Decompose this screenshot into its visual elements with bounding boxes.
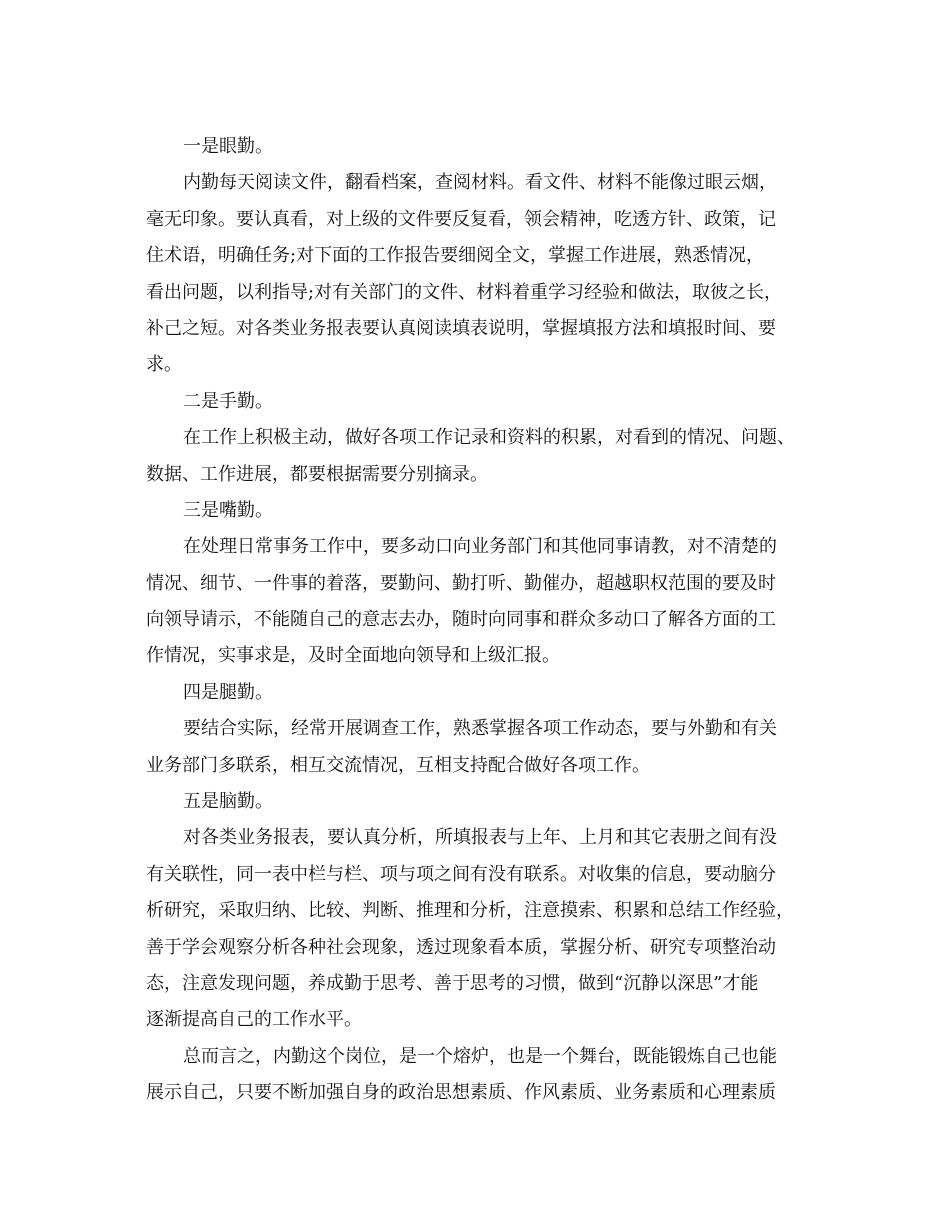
paragraph-line: 对各类业务报表，要认真分析，所填报表与上年、上月和其它表册之间有没 (183, 827, 777, 849)
paragraph-line: 总而言之，内勤这个岗位，是一个熔炉，也是一个舞台，既能锻炼自己也能 (183, 1045, 777, 1067)
paragraph-line: 求。 (146, 354, 182, 376)
heading-brain-diligence: 五是脑勤。 (183, 791, 273, 813)
paragraph-line: 业务部门多联系，相互交流情况，互相支持配合做好各项工作。 (146, 754, 650, 776)
heading-mouth-diligence: 三是嘴勤。 (183, 499, 273, 521)
paragraph-line: 补己之短。对各类业务报表要认真阅读填表说明，掌握填报方法和填报时间、要 (146, 317, 776, 339)
paragraph-line: 要结合实际，经常开展调查工作，熟悉掌握各项工作动态，要与外勤和有关 (183, 718, 777, 740)
paragraph-line: 有关联性，同一表中栏与栏、项与项之间有没有联系。对收集的信息，要动脑分 (146, 863, 776, 885)
paragraph-line: 数据、工作进展，都要根据需要分别摘录。 (146, 463, 488, 485)
paragraph-line: 态，注意发现问题，养成勤于思考、善于思考的习惯，做到“沉静以深思”才能 (146, 972, 759, 994)
paragraph-line: 展示自己，只要不断加强自身的政治思想素质、作风素质、业务素质和心理素质 (146, 1082, 776, 1104)
paragraph-line: 在处理日常事务工作中，要多动口向业务部门和其他同事请教，对不清楚的 (183, 536, 777, 558)
document-body (146, 129, 811, 1112)
paragraph-line: 作情况，实事求是，及时全面地向领导和上级汇报。 (146, 645, 560, 667)
paragraph-line: 善于学会观察分析各种社会现象，透过现象看本质，掌握分析、研究专项整治动 (146, 936, 776, 958)
paragraph-line: 看出问题，以利指导;对有关部门的文件、材料着重学习经验和做法，取彼之长， (146, 281, 783, 303)
paragraph-line: 内勤每天阅读文件，翻看档案，查阅材料。看文件、材料不能像过眼云烟， (183, 172, 777, 194)
paragraph-line: 在工作上积极主动，做好各项工作记录和资料的积累，对看到的情况、问题、 (183, 427, 795, 449)
paragraph-line: 析研究，采取归纳、比较、判断、推理和分析，注意摸索、积累和总结工作经验， (146, 900, 794, 922)
paragraph-line: 毫无印象。要认真看，对上级的文件要反复看，领会精神，吃透方针、政策，记 (146, 208, 776, 230)
paragraph-line: 情况、细节、一件事的着落，要勤问、勤打听、勤催办，超越职权范围的要及时 (146, 572, 776, 594)
heading-eye-diligence: 一是眼勤。 (183, 136, 273, 157)
heading-hand-diligence: 二是手勤。 (183, 390, 273, 412)
paragraph-line: 向领导请示，不能随自己的意志去办，随时向同事和群众多动口了解各方面的工 (146, 609, 776, 631)
paragraph-line: 逐渐提高自己的工作水平。 (146, 1009, 362, 1031)
paragraph-line: 住术语，明确任务;对下面的工作报告要细阅全文，掌握工作进展，熟悉情况， (146, 245, 765, 267)
heading-leg-diligence: 四是腿勤。 (183, 681, 273, 703)
